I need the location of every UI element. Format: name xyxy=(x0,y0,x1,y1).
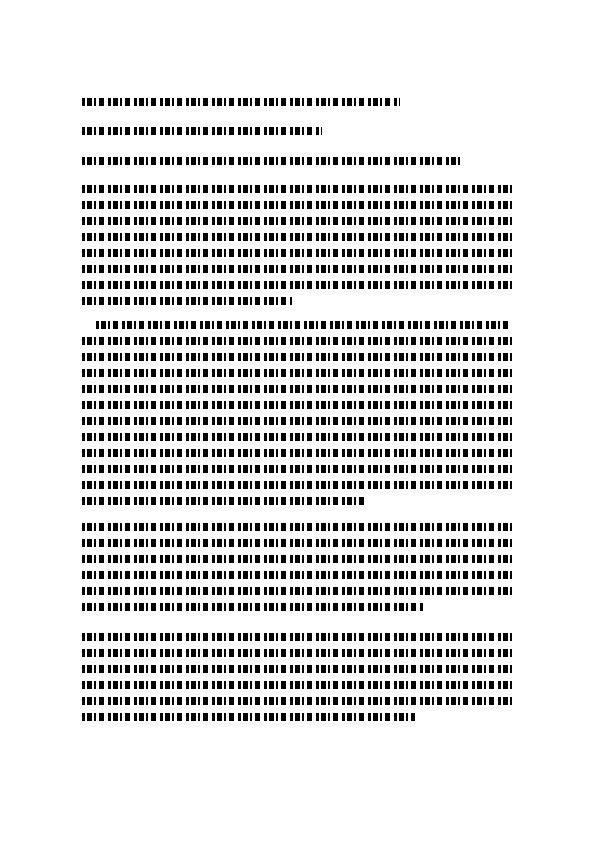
document-subtitle-line xyxy=(82,126,322,136)
body-paragraph xyxy=(82,182,512,310)
body-paragraph xyxy=(82,630,512,726)
body-paragraph xyxy=(82,318,512,510)
body-paragraph xyxy=(82,520,512,616)
document-title-line xyxy=(82,97,400,107)
document-heading-line xyxy=(82,156,462,166)
